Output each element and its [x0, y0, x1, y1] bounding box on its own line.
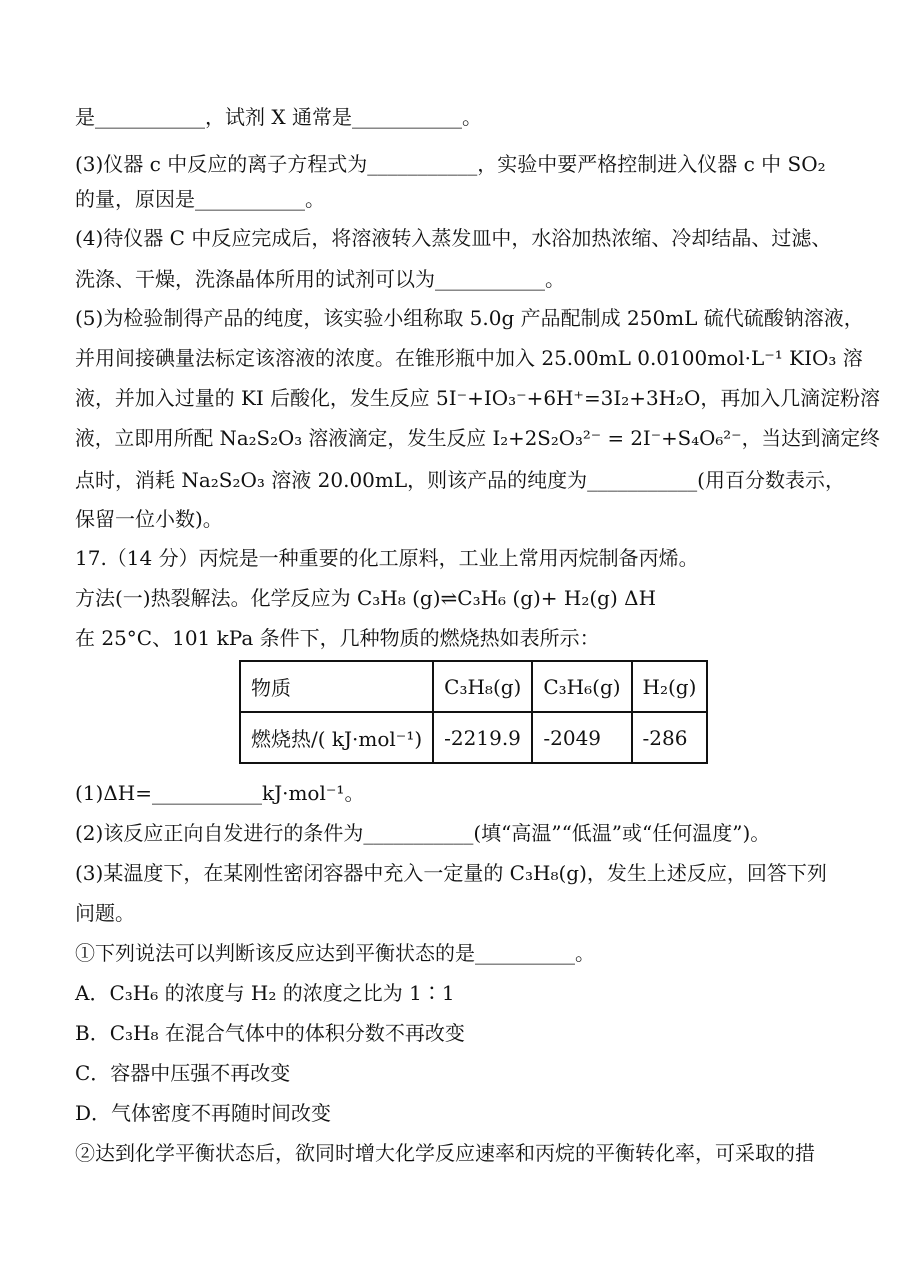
text-line: (5)为检验制得产品的纯度，该实验小组称取 5.0g 产品配制成 250mL 硫代硫酸钠溶液， [75, 306, 864, 330]
text-line: 的量，原因是___________。 [75, 187, 325, 211]
table-cell: H₂(g) [632, 661, 708, 712]
table-cell: -2049 [532, 712, 631, 763]
option-d: D．气体密度不再随时间改变 [75, 1101, 332, 1125]
text-line: (4)待仪器 C 中反应完成后，将溶液转入蒸发皿中，水浴加热浓缩、冷却结晶、过滤、 [75, 226, 832, 250]
text-line: (1)ΔH=___________kJ·mol⁻¹。 [75, 781, 365, 805]
text-line: 是___________，试剂 X 通常是___________。 [75, 105, 482, 129]
text-line: 方法(一)热裂解法。化学反应为 C₃H₈ (g)⇌C₃H₆ (g)+ H₂(g) ΔH [75, 586, 657, 610]
table-cell: -286 [632, 712, 708, 763]
text-line: 在 25°C、101 kPa 条件下，几种物质的燃烧热如表所示： [75, 626, 600, 650]
text-line: 液，并加入过量的 KI 后酸化，发生反应 5I⁻+IO₃⁻+6H⁺=3I₂+3H₂O，再加入几滴淀粉溶 [75, 386, 880, 410]
combustion-heat-table [239, 660, 708, 764]
text-line: 问题。 [75, 901, 135, 925]
table-cell: -2219.9 [433, 712, 532, 763]
text-line: 液，立即用所配 Na₂S₂O₃ 溶液滴定，发生反应 I₂+2S₂O₃²⁻ = 2I⁻+S₄O₆²⁻，当达到滴定终 [75, 426, 880, 450]
text-line: (3)仪器 c 中反应的离子方程式为___________，实验中要严格控制进入仪器 c 中 SO₂ [75, 152, 826, 176]
table-cell: 燃烧热/( kJ·mol⁻¹) [240, 712, 433, 763]
table-row [240, 661, 707, 712]
text-line: (3)某温度下，在某刚性密闭容器中充入一定量的 C₃H₈(g)，发生上述反应，回答下列 [75, 861, 827, 885]
option-a: A．C₃H₆ 的浓度与 H₂ 的浓度之比为 1∶1 [75, 981, 455, 1005]
text-line: ②达到化学平衡状态后，欲同时增大化学反应速率和丙烷的平衡转化率，可采取的措 [75, 1141, 815, 1165]
text-line: 保留一位小数)。 [75, 507, 223, 531]
text-line: ①下列说法可以判断该反应达到平衡状态的是__________。 [75, 941, 595, 965]
table-cell: 物质 [240, 661, 433, 712]
text-line: 洗涤、干燥，洗涤晶体所用的试剂可以为___________。 [75, 267, 565, 291]
table-cell: C₃H₈(g) [433, 661, 532, 712]
option-c: C．容器中压强不再改变 [75, 1061, 291, 1085]
question-17-title: 17.（14 分）丙烷是一种重要的化工原料，工业上常用丙烷制备丙烯。 [75, 546, 699, 570]
table-cell: C₃H₆(g) [532, 661, 631, 712]
option-b: B．C₃H₈ 在混合气体中的体积分数不再改变 [75, 1021, 465, 1045]
text-line: 点时，消耗 Na₂S₂O₃ 溶液 20.00mL，则该产品的纯度为___________(用百分数表示， [75, 468, 845, 492]
table-row [240, 712, 707, 763]
text-line: 并用间接碘量法标定该溶液的浓度。在锥形瓶中加入 25.00mL 0.0100mol·L⁻¹ KIO₃ 溶 [75, 346, 863, 370]
text-line: (2)该反应正向自发进行的条件为___________(填“高温”“低温”或“任何温度”)。 [75, 821, 771, 845]
